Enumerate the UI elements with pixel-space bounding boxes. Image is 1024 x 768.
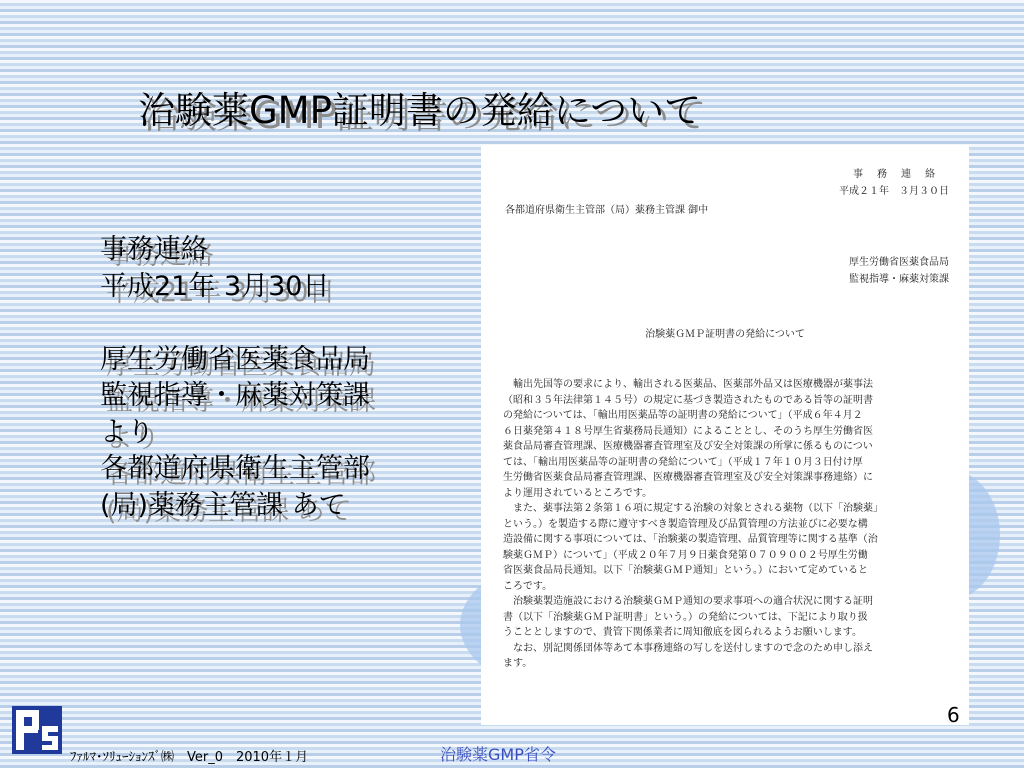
- doc-body-line: 薬食品局審査管理課、医療機器審査管理室及び安全対策課の所掌に係るものについ: [503, 441, 873, 452]
- doc-body-line: ６日薬発第４１８号厚生省薬務局長通知）によることとし、そのうち厚生労働省医: [503, 425, 873, 437]
- doc-body-line: うこととしますので、貴管下関係業者に周知徹底を図られるようお願いします。: [503, 627, 862, 638]
- recipient-line-2: (局)薬務主管課 あて: [100, 489, 346, 521]
- doc-body-line: 輸出先国等の要求により、輸出される医薬品、医薬部外品又は医療機器が薬事法: [503, 379, 873, 390]
- from-word: より: [100, 416, 154, 448]
- doc-body-line: また、薬事法第２条第１６項に規定する治験の対象とされる薬物（以下「治験薬」: [503, 503, 883, 514]
- doc-addressee: 各都道府県衛生主管部（局）薬務主管課 御中: [505, 205, 709, 216]
- sender-division: 監視指導・麻薬対策課: [100, 380, 370, 411]
- doc-sender-division: 監視指導・麻薬対策課: [849, 274, 949, 285]
- notice-date: 平成21年 3月30日: [100, 270, 330, 302]
- page-number: 6: [947, 703, 960, 727]
- slide-title: 治験薬GMP証明書の発給について: [138, 89, 702, 132]
- doc-body-line: 省医薬食品局長通知。以下「治験薬ＧＭＰ通知」という。）において定めていると: [503, 565, 868, 576]
- document-image: [481, 145, 969, 725]
- doc-body-line: 験薬ＧＭＰ）について」（平成２０年７月９日薬食発第０７０９００２号厚生労働: [503, 549, 868, 561]
- doc-body-line: の発給については、「輸出用医薬品等の証明書の発給について」（平成６年４月２: [503, 410, 863, 421]
- footer-center-label: 治験薬GMP省令: [440, 745, 556, 764]
- doc-body-line: なお、別記関係団体等あて本事務連絡の写しを送付しますので念のため申し添え: [503, 642, 873, 654]
- doc-body-line: 治験薬製造施設における治験薬ＧＭＰ通知の要求事項への適合状況に関する証明: [503, 596, 873, 607]
- footer-company: ﾌｧﾙﾏ･ｿﾘｭｰｼｮﾝｽﾞ㈱ Ver_0 2010年１月: [70, 750, 309, 765]
- doc-body-line: 造設備に関する事項については、「治験薬の製造管理、品質管理等に関する基準（治: [503, 534, 878, 545]
- doc-body-line: （昭和３５年法律第１４５号）の規定に基づき製造されたものである旨等の証明書: [503, 394, 873, 406]
- notice-info-block: [100, 232, 470, 524]
- doc-body-line: という。）を製造する際に遵守すべき製造管理及び品質管理の方法並びに必要な構: [503, 518, 868, 530]
- sender-bureau: 厚生労働省医薬食品局: [100, 343, 370, 375]
- doc-body-line: ころです。: [503, 580, 553, 592]
- doc-header-title: 事務連絡: [853, 169, 949, 180]
- doc-body: [503, 377, 947, 672]
- doc-body-line: ます。: [503, 658, 533, 669]
- doc-body-line: 書（以下「治験薬ＧＭＰ証明書」という。）の発給については、下記により取り扱: [503, 611, 868, 623]
- doc-subject: 治験薬ＧＭＰ証明書の発給について: [645, 329, 805, 340]
- doc-sender-bureau: 厚生労働省医薬食品局: [849, 257, 949, 268]
- doc-body-line: ては、「輸出用医薬品等の証明書の発給について」（平成１７年１０月３日付け厚: [503, 456, 863, 468]
- doc-body-line: 生労働省医薬食品局審査管理課、医療機器審査管理室及び安全対策課事務連絡）に: [503, 472, 873, 483]
- recipient-line-1: 各都道府県衛生主管部: [100, 453, 370, 484]
- doc-body-line: より運用されているところです。: [503, 487, 653, 499]
- ps-logo-icon: [12, 706, 62, 754]
- notice-type: 事務連絡: [100, 234, 208, 265]
- blank-line: [100, 305, 470, 342]
- doc-header-date: 平成２１年 ３月３０日: [839, 186, 949, 197]
